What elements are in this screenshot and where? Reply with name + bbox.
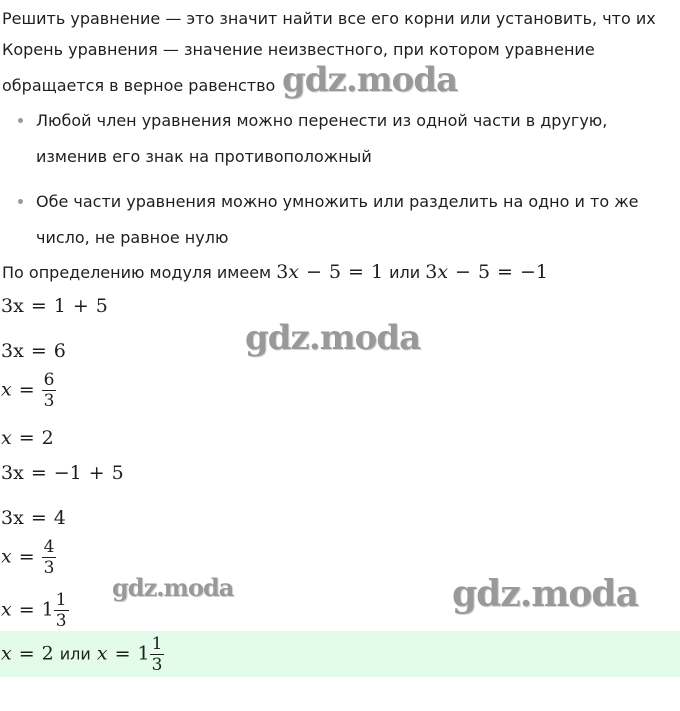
step-4: x = 2 — [1, 427, 54, 449]
intro-line-3: обращается в верное равенство — [2, 76, 276, 95]
rule-1-line-2: изменив его знак на противоположный — [36, 147, 372, 166]
step-5: 3x = −1 + 5 — [1, 462, 124, 484]
step-6: 3x = 4 — [1, 507, 66, 529]
fraction: $\frac{4}{3}$ — [43, 537, 55, 578]
watermark: gdz.moda — [452, 573, 638, 615]
step-3: x = $\frac{6}{3}$ — [1, 370, 55, 411]
definition-eq-2: 3x − 5 = −1 — [425, 261, 548, 283]
fraction: $\frac{1}{3}$ — [151, 634, 163, 675]
answer-line: x = 2 или x = 1 $\frac{1}{3}$ — [1, 634, 163, 675]
watermark: gdz.moda — [282, 60, 458, 100]
rule-1-line-1: Любой член уравнения можно перенести из одной части в другую, — [36, 111, 608, 130]
rule-2-bullet — [18, 199, 23, 204]
definition-prefix: По определению модуля имеем — [2, 263, 272, 282]
intro-line-1: Решить уравнение — это значит найти все его корни или установить, что их — [2, 9, 656, 28]
step-7: x = $\frac{4}{3}$ — [1, 537, 55, 578]
rule-2-line-2: число, не равное нулю — [36, 228, 229, 247]
intro-line-2: Корень уравнения — значение неизвестного, при котором уравнение — [2, 40, 595, 59]
rule-1-bullet — [18, 118, 23, 123]
watermark: gdz.moda — [112, 573, 234, 602]
fraction: $\frac{1}{3}$ — [55, 590, 67, 631]
definition-eq-1: 3x − 5 = 1 — [276, 261, 384, 283]
definition-or: или — [389, 263, 421, 282]
watermark: gdz.moda — [245, 318, 421, 358]
step-1: 3x = 1 + 5 — [1, 295, 108, 317]
rule-2-line-1: Обе части уравнения можно умножить или разделить на одно и то же — [36, 192, 639, 211]
step-2: 3x = 6 — [1, 340, 66, 362]
fraction: $\frac{6}{3}$ — [43, 370, 55, 411]
definition-line — [2, 261, 548, 284]
step-8: x = 1 $\frac{1}{3}$ — [1, 590, 67, 631]
answer-or: или — [59, 644, 91, 664]
